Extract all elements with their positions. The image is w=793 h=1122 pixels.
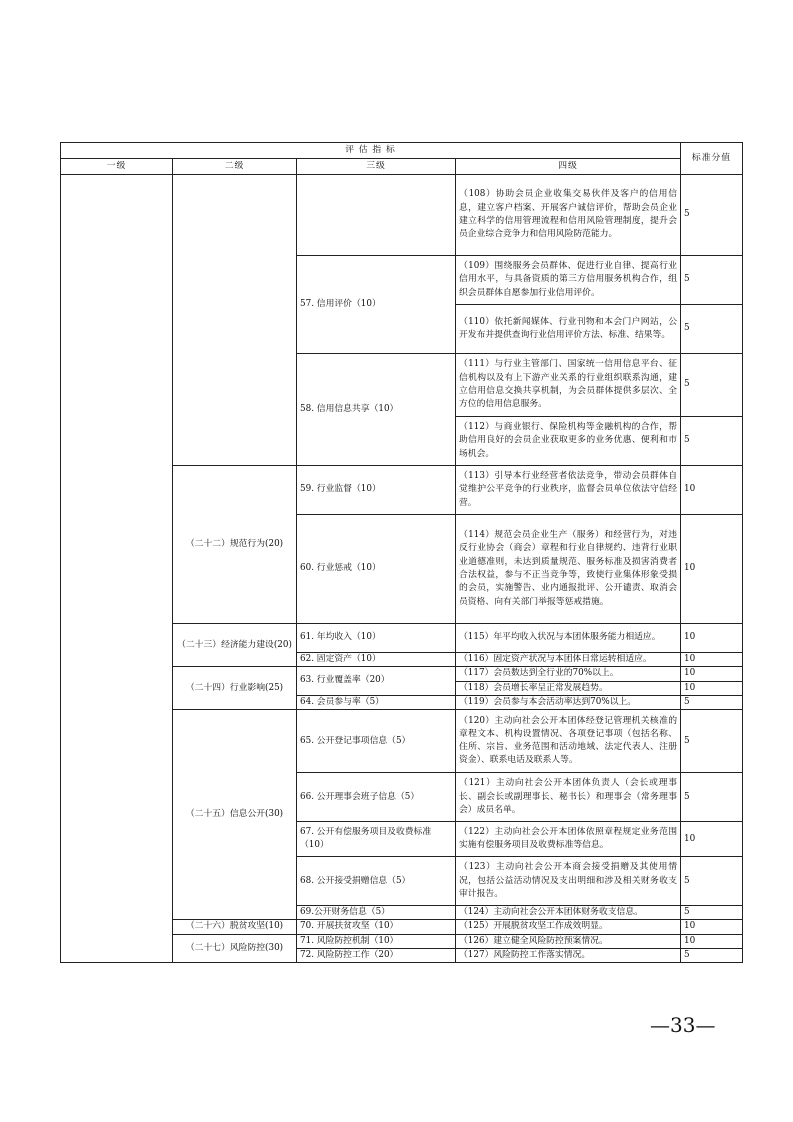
criterion-text: （110）依托新闻媒体、行业刊物和本会门户网站，公开发布并提供查询行业信用评价方法、标准、结果等。: [456, 305, 681, 354]
level3-cell: 63. 行业覆盖率（20）: [297, 667, 456, 696]
criterion-text: （124）主动向社会公开本团体财务收支信息。: [456, 906, 681, 920]
level3-cell: 69.公开财务信息（5）: [297, 906, 456, 920]
criterion-score: 10: [681, 920, 743, 934]
criterion-text: （119）会员参与本会活动率达到70%以上。: [456, 695, 681, 709]
criterion-text: （112）与商业银行、保险机构等金融机构的合作，帮助信用良好的会员企业获取更多的业务优惠、便利和市场机会。: [456, 417, 681, 466]
criterion-text: （113）引导本行业经营者依法竞争，带动会员群体自觉维护公平竞争的行业秩序，监督会员单位依法守信经营。: [456, 466, 681, 515]
criterion-score: 5: [681, 354, 743, 417]
level1-cell: [61, 175, 173, 963]
level3-cell: 58. 信用信息共享（10）: [297, 354, 456, 466]
criterion-text: （120）主动向社会公开本团体经登记管理机关核准的章程文本、机构设置情况、各项登记事项（包括名称、住所、宗旨、业务范围和活动地域、法定代表人、注册资金）、联系电话及联系人等。: [456, 710, 681, 773]
level4-header: 四级: [456, 159, 681, 175]
criterion-text: （111）与行业主管部门、国家统一信用信息平台、征信机构以及有上下游产业关系的行业组织联系沟通，建立信用信息交换共享机制，为会员群体提供多层次、全方位的信用信息服务。: [456, 354, 681, 417]
criterion-score: 5: [681, 256, 743, 305]
criterion-text: （114）规范会员企业生产（服务）和经营行为，对违反行业协会（商会）章程和行业自律规约、违背行业职业道德准则，未达到质量规范、服务标准及损害消费者合法权益，参与不正当竞争等，致使行业集体形象受损的会员，实施警告、业内通报批评、公开谴责、取消会员资格、向有关部门举报等惩戒措施。: [456, 515, 681, 624]
criterion-score: 5: [681, 857, 743, 906]
criterion-score: 10: [681, 653, 743, 667]
criterion-text: （121）主动向社会公开本团体负责人（会长或理事长、副会长或副理事长、秘书长）和理事会（常务理事会）成员名单。: [456, 773, 681, 822]
criterion-score: 5: [681, 305, 743, 354]
criterion-text: （127）风险防控工作落实情况。: [456, 949, 681, 963]
level3-cell: 64. 会员参与率（5）: [297, 695, 456, 709]
criterion-text: （115）年平均收入状况与本团体服务能力相适应。: [456, 624, 681, 653]
level2-cell: （二十四）行业影响(25): [173, 667, 297, 710]
criterion-score: 10: [681, 822, 743, 857]
level2-cell: （二十七）风险防控(30): [173, 934, 297, 963]
level3-cell: 59. 行业监督（10）: [297, 466, 456, 515]
criterion-score: 5: [681, 906, 743, 920]
level3-cell: 66. 公开理事会班子信息（5）: [297, 773, 456, 822]
level2-cell: （二十六）脱贫攻坚(10): [173, 920, 297, 934]
criterion-score: 5: [681, 949, 743, 963]
level2-cell: （二十五）信息公开(30): [173, 710, 297, 920]
criterion-score: 5: [681, 417, 743, 466]
criterion-score: 10: [681, 515, 743, 624]
level2-cell: （二十二）规范行为(20): [173, 466, 297, 624]
level3-cell: 67. 公开有偿服务项目及收费标准（10）: [297, 822, 456, 857]
criterion-text: （116）固定资产状况与本团体日常运转相适应。: [456, 653, 681, 667]
eval-index-header: 评 估 指 标: [61, 143, 681, 159]
level2-cell: （二十三）经济能力建设(20): [173, 624, 297, 667]
level3-cell: 65. 公开登记事项信息（5）: [297, 710, 456, 773]
level3-cell: 57. 信用评价（10）: [297, 256, 456, 354]
header-row-2: [61, 159, 743, 175]
criterion-score: 10: [681, 934, 743, 948]
criterion-text: （122）主动向社会公开本团体依照章程规定业务范围实施有偿服务项目及收费标准等信息。: [456, 822, 681, 857]
level2-header: 二级: [173, 159, 297, 175]
page-number: —33—: [650, 1013, 716, 1037]
criterion-score: 5: [681, 773, 743, 822]
criterion-text: （108）协助会员企业收集交易伙伴及客户的信用信息，建立客户档案、开展客户诚信评价，帮助会员企业建立科学的信用管理流程和信用风险管理制度，提升会员企业综合竞争力和信用风险防范能力。: [456, 175, 681, 256]
criterion-text: （126）建立健全风险防控预案情况。: [456, 934, 681, 948]
criterion-text: （123）主动向社会公开本商会接受捐赠及其使用情况，包括公益活动情况及支出明细和涉及相关财务收支审计报告。: [456, 857, 681, 906]
criterion-score: 5: [681, 710, 743, 773]
criterion-score: 10: [681, 624, 743, 653]
criterion-text: （125）开展脱贫攻坚工作成效明显。: [456, 920, 681, 934]
criterion-text: （109）围绕服务会员群体、促进行业自律、提高行业信用水平，与具备资质的第三方信用服务机构合作，组织会员群体自愿参加行业信用评价。: [456, 256, 681, 305]
header-row-1: [61, 143, 743, 159]
level3-cell: 61. 年均收入（10）: [297, 624, 456, 653]
criterion-text: （117）会员数达到全行业的70%以上。: [456, 667, 681, 681]
level3-cell: 72. 风险防控工作（20）: [297, 949, 456, 963]
level1-header: 一级: [61, 159, 173, 175]
level3-cell-empty: [297, 175, 456, 256]
level3-cell: 70. 开展扶贫攻坚（10）: [297, 920, 456, 934]
level3-cell: 62. 固定资产（10）: [297, 653, 456, 667]
standard-score-header: 标准分值: [681, 143, 743, 175]
evaluation-table: [60, 142, 743, 963]
criterion-text: （118）会员增长率呈正常发展趋势。: [456, 681, 681, 695]
table-row: [61, 175, 743, 256]
level2-cell-empty: [173, 175, 297, 466]
level3-cell: 71. 风险防控机制（10）: [297, 934, 456, 948]
level3-header: 三级: [297, 159, 456, 175]
criterion-score: 10: [681, 667, 743, 681]
criterion-score: 5: [681, 695, 743, 709]
level3-cell: 60. 行业惩戒（10）: [297, 515, 456, 624]
criterion-score: 10: [681, 466, 743, 515]
criterion-score: 10: [681, 681, 743, 695]
level3-cell: 68. 公开接受捐赠信息（5）: [297, 857, 456, 906]
criterion-score: 5: [681, 175, 743, 256]
